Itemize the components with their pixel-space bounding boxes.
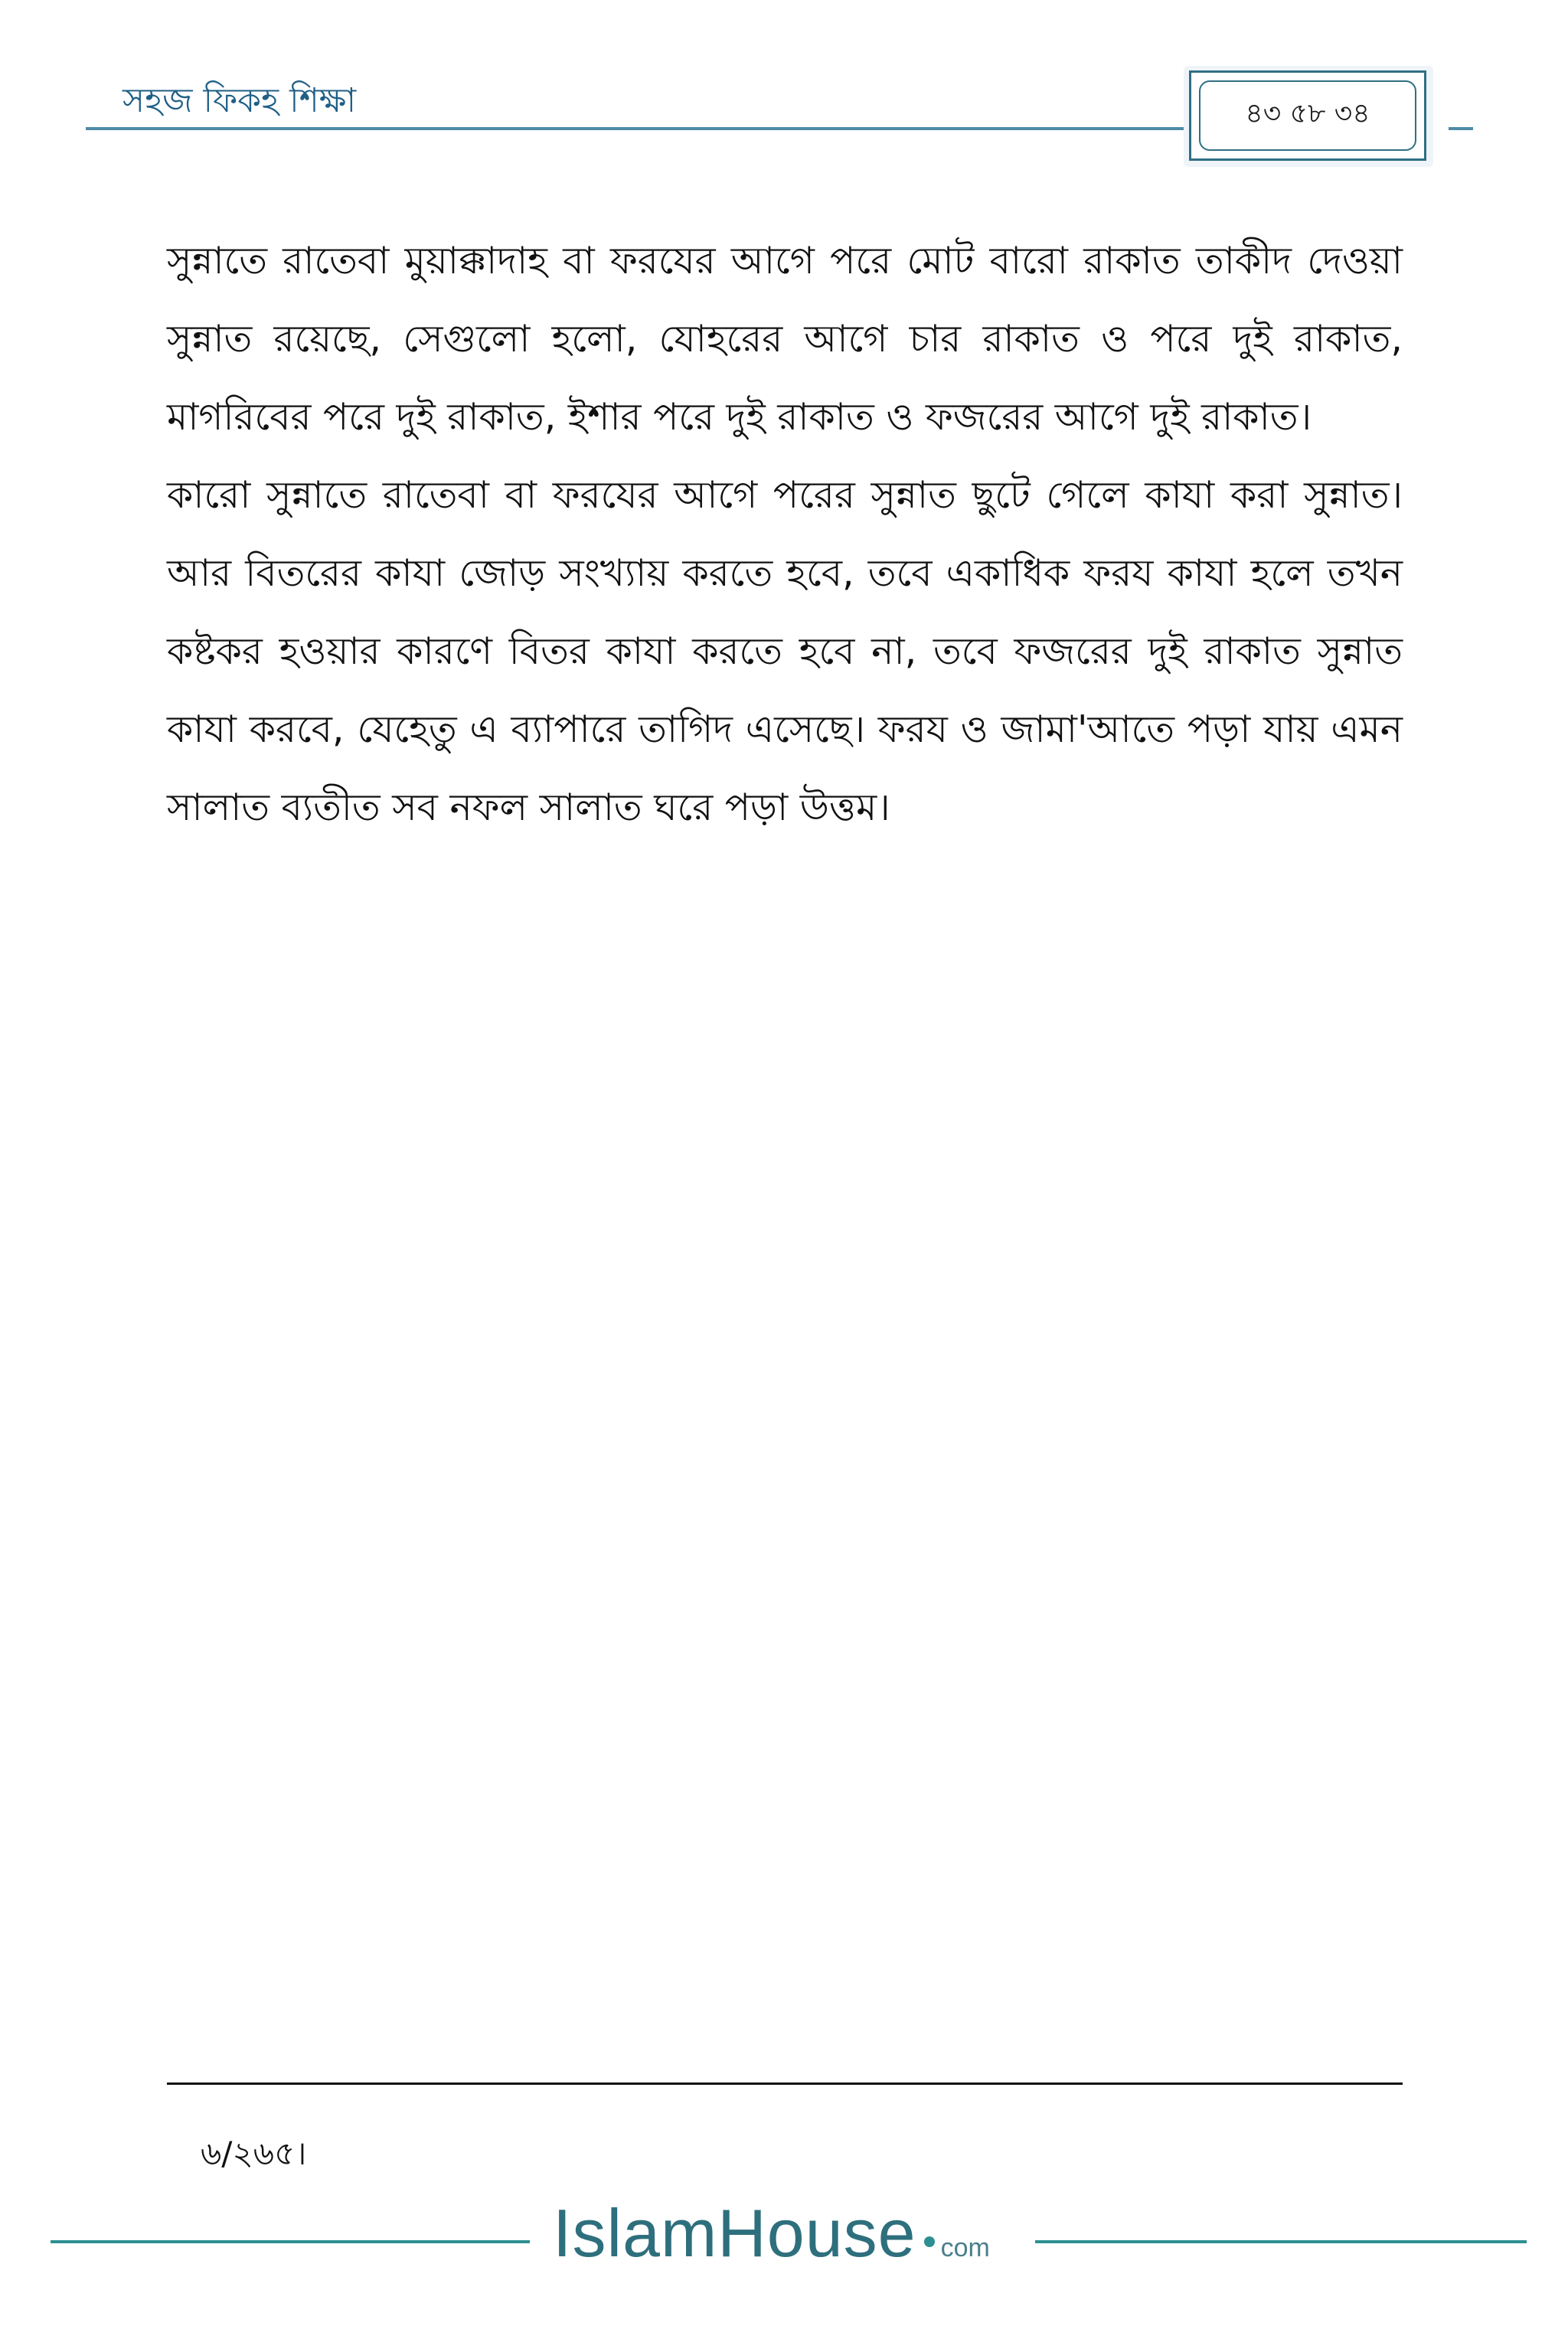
logo-domain-text: com <box>940 2233 990 2262</box>
logo-brand-text: IslamHouse <box>553 2195 916 2271</box>
page-number-frame <box>1189 70 1426 161</box>
header-rule <box>86 127 1242 130</box>
paragraph-2: কারো সুন্নাতে রাতেবা বা ফরযের আগে পরের সুন্নাত ছুটে গেলে কাযা করা সুন্নাত। আর বিতরের কাযা জোড় সংখ্যায় করতে হবে, তবে একাধিক ফরয কাযা হলে তখন কষ্টকর হওয়ার কারণে বিতর কাযা করতে হবে না, তবে ফজরের দুই রাকাত সুন্নাত কাযা করবে, যেহেতু এ ব্যাপারে তাগিদ এসেছে। ফরয ও জামা'আতে পড়া যায় এমন সালাত ব্যতীত সব নফল সালাত ঘরে পড়া উত্তম। <box>167 473 1403 829</box>
footer-rule-left <box>51 2240 530 2243</box>
footnote-separator <box>167 2082 1403 2085</box>
footer-rule-right <box>1035 2240 1527 2243</box>
page-number: ৪৩ ৫৮ ৩৪ <box>1199 80 1416 151</box>
header-rule-end <box>1449 127 1473 130</box>
book-title: সহজ ফিকহ শিক্ষা <box>122 81 357 120</box>
islamhouse-logo <box>553 2194 990 2271</box>
logo-dot-icon <box>924 2236 935 2247</box>
paragraph-1: সুন্নাতে রাতেবা মুয়াক্কাদাহ বা ফরযের আগে পরে মোট বারো রাকাত তাকীদ দেওয়া সুন্নাত রয়েছে, সেগুলো হলো, যোহরের আগে চার রাকাত ও পরে দুই রাকাত, মাগরিবের পরে দুই রাকাত, ইশার পরে দুই রাকাত ও ফজরের আগে দুই রাকাত। <box>167 239 1403 439</box>
main-text <box>167 222 1403 847</box>
footnote: ৬/২৬৫। <box>201 2135 307 2172</box>
